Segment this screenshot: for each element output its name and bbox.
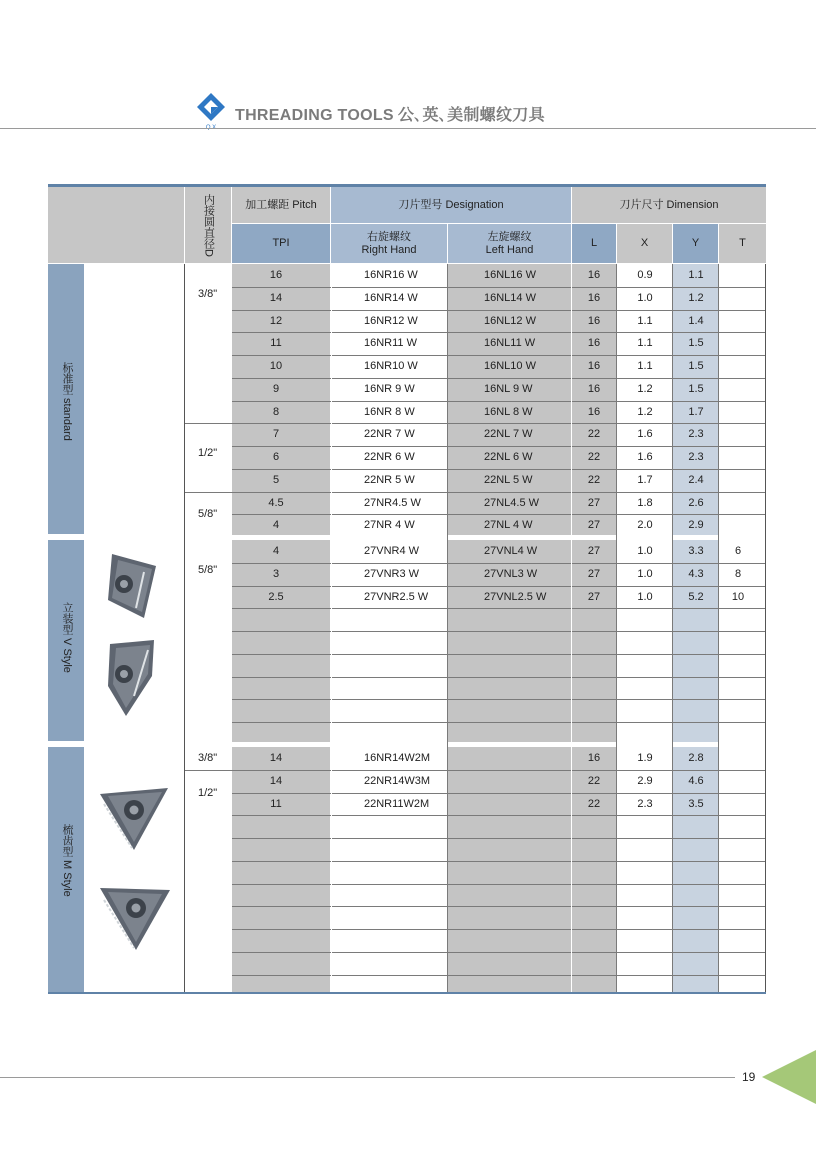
brand-title [235, 102, 545, 125]
row-rule [232, 423, 766, 424]
header-right-hand-en: Right Hand [361, 243, 417, 256]
right-hand-designation: 22NR11W2M [364, 797, 430, 810]
header-right-hand [331, 224, 447, 263]
m-style-insert-image-1 [98, 782, 172, 854]
dim-x-value: 2.9 [637, 774, 653, 787]
corner-triangle-decoration [762, 1050, 816, 1104]
dim-l-value: 16 [587, 337, 601, 350]
v-style-insert-image-1 [104, 552, 162, 622]
right-hand-designation: 27VNR2.5 W [364, 590, 429, 603]
row-rule [232, 586, 766, 587]
dim-l-value: 16 [587, 314, 601, 327]
header-dim-x: X [617, 224, 672, 263]
row-rule [232, 469, 766, 470]
dim-y-value: 2.9 [688, 519, 704, 532]
right-hand-designation: 16NR11 W [364, 337, 417, 350]
right-hand-designation: 16NR 8 W [364, 405, 415, 418]
tpi-value: 4 [272, 519, 280, 532]
dim-l-value: 22 [587, 473, 601, 486]
header-designation: 刀片型号 Designation [331, 187, 571, 223]
dim-x-value: 1.0 [637, 545, 653, 557]
tpi-value: 5 [272, 473, 280, 486]
group-rule [185, 770, 232, 771]
dim-l-value: 27 [587, 590, 601, 603]
table-bottom-border [48, 992, 766, 994]
tpi-value: 7 [272, 428, 280, 441]
right-hand-designation: 16NR 9 W [364, 382, 415, 395]
row-rule [232, 884, 766, 885]
left-hand-designation: 16NL10 W [484, 360, 536, 372]
header-dim-y: Y [673, 224, 718, 263]
dim-y-value: 3.3 [688, 545, 704, 557]
right-hand-designation: 27VNR3 W [364, 567, 420, 580]
tpi-value: 11 [270, 337, 282, 350]
row-rule [232, 654, 766, 655]
dim-l-value: 22 [587, 797, 601, 810]
dim-l-value: 27 [587, 496, 601, 509]
dim-x-value: 2.3 [637, 797, 653, 810]
v-style-insert-image-2 [104, 636, 162, 720]
threading-insert-table [48, 184, 768, 994]
right-hand-designation: 16NR14W2M [364, 752, 431, 764]
right-hand-designation: 22NR14W3M [364, 774, 431, 787]
header-dim-l: L [572, 224, 616, 263]
inscribed-circle-value: 5/8" [198, 508, 218, 521]
column-rule [672, 264, 673, 992]
dim-x-value: 1.0 [637, 567, 653, 580]
tpi-value: 14 [269, 774, 283, 787]
row-rule [232, 631, 766, 632]
dim-l-value: 16 [587, 405, 601, 418]
section-separator-2 [48, 742, 766, 747]
row-rule [232, 310, 766, 311]
dim-y-value: 1.7 [688, 405, 704, 418]
right-hand-designation: 22NR 5 W [364, 473, 415, 486]
left-hand-designation: 22NL 5 W [484, 473, 533, 486]
group-rule [185, 492, 232, 493]
header-left-hand [448, 224, 571, 263]
inscribed-circle-value: 1/2" [198, 447, 218, 460]
column-rule [571, 264, 572, 992]
brand-title-en: THREADING TOOLS [235, 107, 394, 124]
dim-l-value: 22 [587, 774, 601, 787]
page-header [0, 88, 816, 132]
right-hand-designation: 27NR 4 W [364, 519, 415, 532]
dim-y-value: 2.8 [688, 752, 704, 764]
dim-y-value: 1.5 [688, 337, 704, 350]
right-hand-designation: 22NR 6 W [364, 451, 415, 463]
dim-l-value: 16 [587, 360, 601, 372]
row-rule [232, 401, 766, 402]
tpi-value: 4.5 [268, 496, 284, 509]
left-hand-designation: 22NL 7 W [484, 428, 533, 441]
dim-y-value: 2.4 [688, 473, 704, 486]
dim-l-value: 27 [587, 567, 601, 580]
dim-x-value: 1.8 [637, 496, 653, 509]
brand-title-cn: 公､英､美制螺纹刀具 [397, 107, 545, 124]
tpi-value: 14 [269, 291, 283, 304]
row-rule [232, 815, 766, 816]
left-hand-designation: 16NL11 W [484, 337, 536, 350]
dim-x-value: 1.1 [637, 360, 653, 372]
right-hand-designation: 16NR12 W [364, 314, 418, 327]
row-rule [232, 287, 766, 288]
left-hand-designation: 27VNL3 W [484, 567, 538, 580]
dim-y-value: 3.5 [688, 797, 704, 810]
dim-l-value: 22 [587, 451, 601, 463]
inscribed-circle-value: 3/8" [198, 288, 218, 300]
left-hand-designation: 16NL14 W [484, 291, 536, 304]
dim-t-value: 8 [734, 567, 742, 580]
dim-l-value: 22 [587, 428, 601, 441]
row-rule [232, 492, 766, 493]
tpi-value: 2.5 [268, 590, 284, 603]
left-hand-designation: 16NL12 W [484, 314, 536, 327]
section-label-m-style: 梳齿型 M Style [61, 824, 73, 897]
tpi-value: 4 [272, 545, 280, 557]
tpi-value: 11 [270, 797, 282, 810]
dim-y-value: 1.5 [688, 360, 704, 372]
dim-y-value: 1.5 [688, 382, 704, 395]
row-rule [232, 975, 766, 976]
dim-l-value: 27 [587, 545, 601, 557]
row-rule [232, 677, 766, 678]
dim-x-value: 1.2 [637, 405, 653, 418]
right-hand-designation: 16NR14 W [364, 291, 418, 304]
tpi-value: 16 [269, 269, 283, 281]
dim-x-value: 2.0 [637, 519, 653, 532]
inscribed-circle-value: 1/2" [198, 786, 218, 799]
row-rule [232, 838, 766, 839]
header-divider [0, 128, 816, 129]
header-tpi: TPI [232, 224, 330, 263]
header-dimension: 刀片尺寸 Dimension [572, 187, 766, 223]
left-hand-designation: 16NL 8 W [484, 405, 533, 418]
dim-l-value: 16 [587, 382, 601, 395]
inscribed-circle-value: 5/8" [198, 564, 218, 576]
right-hand-designation: 27VNR4 W [364, 545, 420, 557]
dim-t-value: 10 [731, 590, 745, 603]
m-style-insert-image-2 [98, 882, 172, 954]
dim-y-value: 4.3 [688, 567, 704, 580]
row-rule [232, 332, 766, 333]
column-rule [718, 264, 719, 992]
row-rule [232, 699, 766, 700]
image-column-rule [184, 264, 185, 992]
right-hand-designation: 16NR10 W [364, 360, 418, 372]
left-hand-designation: 16NL 9 W [484, 382, 533, 395]
dim-x-value: 1.0 [637, 291, 653, 304]
row-rule [232, 793, 766, 794]
dim-l-value: 16 [587, 752, 601, 764]
header-left-hand-cn: 左旋螺纹 [487, 230, 532, 243]
header-dim-t: T [719, 224, 766, 263]
dim-l-value: 16 [587, 291, 601, 304]
tpi-value: 6 [272, 451, 280, 463]
dim-l-value: 27 [587, 519, 601, 532]
tpi-value: 9 [272, 382, 280, 395]
row-rule [232, 929, 766, 930]
header-blank-cell [48, 187, 184, 263]
company-logo [196, 92, 226, 130]
section-separator-1 [48, 535, 766, 540]
column-rule [447, 264, 448, 992]
left-hand-designation: 27NL 4 W [484, 519, 533, 532]
header-right-hand-cn: 右旋螺纹 [367, 230, 411, 243]
row-rule [232, 722, 766, 723]
dim-y-value: 1.2 [688, 291, 704, 304]
dim-x-value: 1.0 [637, 590, 653, 603]
row-rule [232, 446, 766, 447]
header-inscribed-circle-label: 内接圆直径D [202, 193, 215, 257]
left-hand-designation: 27VNL4 W [484, 545, 538, 557]
dim-t-value: 6 [734, 545, 742, 557]
right-hand-designation: 27NR4.5 W [364, 496, 421, 509]
row-rule [232, 514, 766, 515]
header-pitch: 加工螺距 Pitch [232, 187, 330, 223]
section-label-standard: 标准型 standard [61, 362, 73, 441]
inscribed-circle-value: 3/8" [198, 752, 218, 765]
tpi-value: 12 [269, 314, 283, 327]
dim-y-value: 4.6 [688, 774, 704, 787]
dim-x-value: 1.7 [637, 473, 653, 486]
dim-x-value: 1.1 [637, 337, 653, 350]
row-rule [232, 770, 766, 771]
dim-y-value: 2.3 [688, 451, 704, 463]
left-hand-designation: 27NL4.5 W [484, 496, 540, 509]
dim-y-value: 2.3 [688, 428, 704, 441]
row-rule [232, 378, 766, 379]
dim-x-value: 1.6 [637, 451, 653, 463]
row-rule [232, 952, 766, 953]
dim-x-value: 1.9 [637, 752, 653, 764]
left-hand-designation: 27VNL2.5 W [484, 590, 547, 603]
dim-y-value: 5.2 [688, 590, 704, 603]
row-rule [232, 861, 766, 862]
dim-x-value: 1.6 [637, 428, 653, 441]
left-hand-designation: 16NL16 W [484, 269, 536, 281]
tpi-value: 3 [272, 567, 280, 580]
row-rule [232, 355, 766, 356]
dim-x-value: 1.2 [637, 382, 653, 395]
column-rule [616, 264, 617, 992]
dim-y-value: 1.1 [688, 269, 704, 281]
page-number: 19 [742, 1070, 756, 1084]
tpi-value: 10 [269, 360, 283, 372]
right-hand-designation: 16NR16 W [364, 269, 418, 281]
dim-l-value: 16 [587, 269, 601, 281]
header-inscribed-circle [185, 187, 231, 263]
group-rule [185, 423, 232, 424]
dim-y-value: 1.4 [688, 314, 704, 327]
dim-x-value: 1.1 [637, 314, 653, 327]
column-rule [765, 264, 766, 992]
dim-y-value: 2.6 [688, 496, 704, 509]
row-rule [232, 906, 766, 907]
tpi-value: 14 [269, 752, 283, 764]
tpi-value: 8 [272, 405, 280, 418]
footer-divider [0, 1077, 735, 1078]
section-label-v-style: 立装型 V Style [61, 602, 73, 673]
header-left-hand-en: Left Hand [485, 243, 534, 256]
left-hand-designation: 22NL 6 W [484, 451, 533, 463]
column-rule [331, 264, 332, 992]
right-hand-designation: 22NR 7 W [364, 428, 415, 441]
row-rule [232, 563, 766, 564]
dim-x-value: 0.9 [637, 269, 653, 281]
row-rule [232, 608, 766, 609]
